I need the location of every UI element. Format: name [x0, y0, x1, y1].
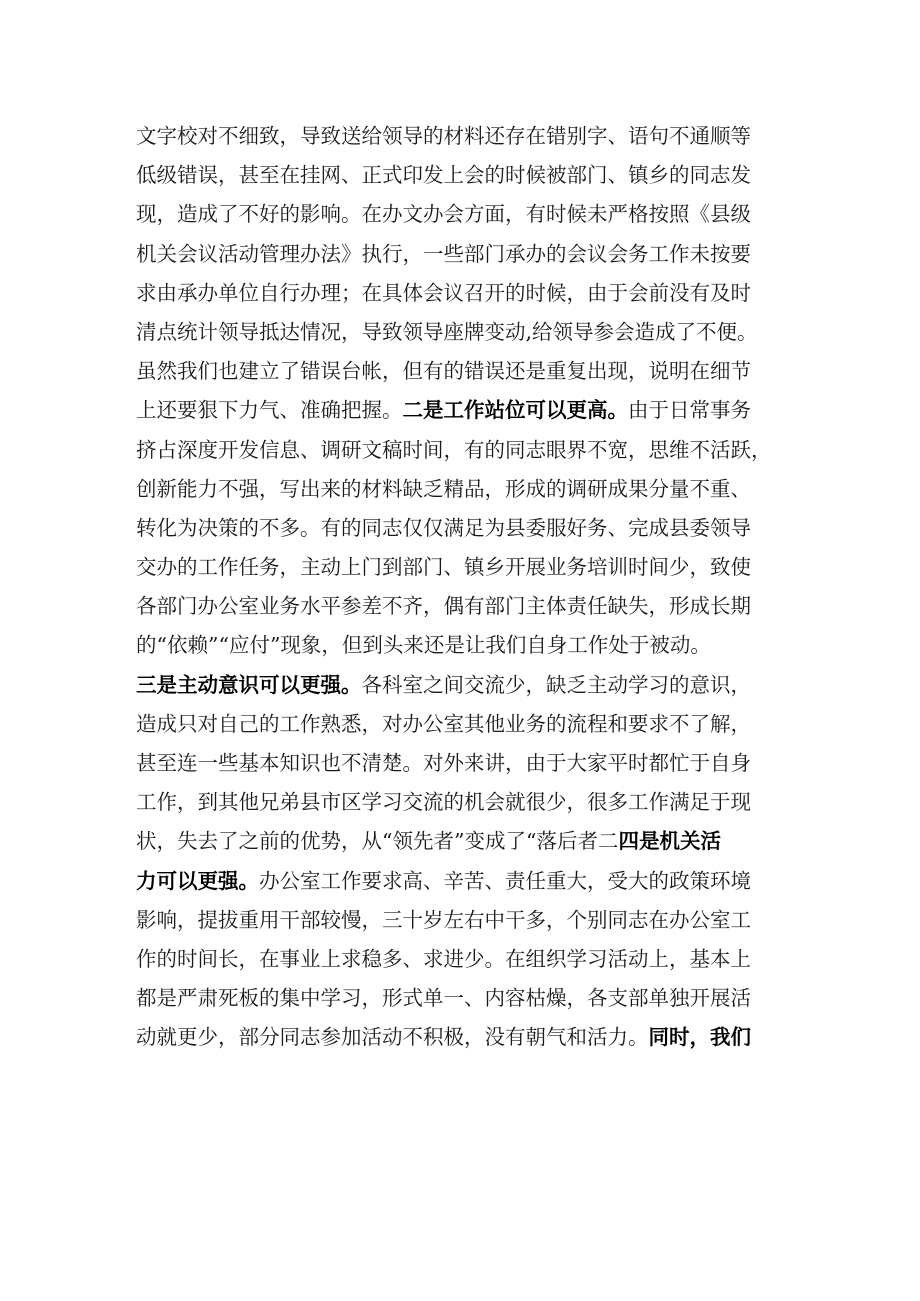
text-run: 都是严肃死板的集中学习，形式单一、内容枯燥，各支部单独开展活	[136, 986, 751, 1011]
text-line	[136, 431, 796, 470]
text-line	[136, 1018, 796, 1057]
text-line	[136, 940, 796, 979]
text-run: 交办的工作任务，主动上门到部门、镇乡开展业务培训时间少，致使	[136, 555, 751, 580]
text-run: 各部门办公室业务水平参差不齐，偶有部门主体责任缺失，形成长期	[136, 594, 751, 619]
text-run: 低级错误，甚至在挂网、正式印发上会的时候被部门、镇乡的同志发	[136, 163, 751, 188]
text-run: 由于日常事务	[628, 398, 751, 423]
text-run: 动就更少，部分同志参加活动不积极，没有朝气和活力。	[136, 1025, 649, 1050]
bold-heading-run: 二是工作站位可以更高。	[402, 398, 628, 423]
text-line	[136, 156, 796, 195]
text-run: 文字校对不细致，导致送给领导的材料还存在错别字、语句不通顺等	[136, 124, 751, 148]
body-text	[136, 117, 796, 1058]
bold-heading-run: 力可以更强。	[136, 868, 259, 893]
text-line	[136, 235, 796, 274]
bold-heading-run: 同时，我们	[648, 1025, 751, 1050]
text-run: 虽然我们也建立了错误台帐，但有的错误还是重复出现，说明在细节	[136, 359, 751, 384]
text-run: 造成只对自己的工作熟悉，对办公室其他业务的流程和要求不了解，	[136, 711, 751, 736]
text-line	[136, 352, 796, 391]
text-run: 甚至连一些基本知识也不清楚。对外来讲，由于大家平时都忙于自身	[136, 751, 751, 775]
text-run: 挤占深度开发信息、调研文稿时间，有的同志眼界不宽，思维不活跃，	[136, 437, 772, 462]
text-run: 现，造成了不好的影响。在办文办会方面，有时候未严格按照《县级	[136, 202, 751, 227]
text-line	[136, 744, 796, 783]
text-run: 清点统计领导抵达情况，导致领导座牌变动,给领导参会造成了不便。	[136, 319, 758, 344]
text-line	[136, 509, 796, 548]
text-run: 作的时间长，在事业上求稳多、求进少。在组织学习活动上，基本上	[136, 946, 751, 971]
text-line	[136, 117, 796, 156]
text-run: 影响，提拔重用干部较慢，三十岁左右中干多，个别同志在办公室工	[136, 907, 751, 932]
text-line	[136, 783, 796, 822]
text-run: 转化为决策的不多。有的同志仅仅满足为县委服好务、完成县委领导	[136, 515, 751, 540]
text-run: 求由承办单位自行办理；在具体会议召开的时候，由于会前没有及时	[136, 280, 751, 305]
text-line	[136, 979, 796, 1018]
text-line	[136, 666, 796, 705]
text-line	[136, 901, 796, 940]
text-line	[136, 587, 796, 626]
text-run: 工作，到其他兄弟县市区学习交流的机会就很少，很多工作满足于现	[136, 790, 751, 815]
text-line	[136, 313, 796, 352]
text-line	[136, 705, 796, 744]
bold-heading-run: 四是机关活	[618, 829, 721, 854]
text-line	[136, 195, 796, 234]
text-line	[136, 862, 796, 901]
text-run: 的“依赖”“应付”现象，但到头来还是让我们自身工作处于被动。	[136, 633, 711, 658]
text-line	[136, 626, 796, 665]
text-line	[136, 470, 796, 509]
text-run: 上还要狠下力气、准确把握。	[136, 398, 403, 423]
text-line	[136, 274, 796, 313]
text-line	[136, 548, 796, 587]
text-run: 办公室工作要求高、辛苦、责任重大，受大的政策环境	[259, 868, 751, 893]
text-run: 各科室之间交流少，缺乏主动学习的意识，	[361, 672, 751, 697]
text-run: 创新能力不强，写出来的材料缺乏精品，形成的调研成果分量不重、	[136, 476, 751, 501]
text-run: 机关会议活动管理办法》执行，一些部门承办的会议会务工作未按要	[136, 241, 751, 266]
text-line	[136, 822, 796, 861]
bold-heading-run: 三是主动意识可以更强。	[136, 672, 362, 697]
text-run: 状，失去了之前的优势，从“领先者”变成了“落后者二	[136, 829, 619, 854]
text-line	[136, 391, 796, 430]
